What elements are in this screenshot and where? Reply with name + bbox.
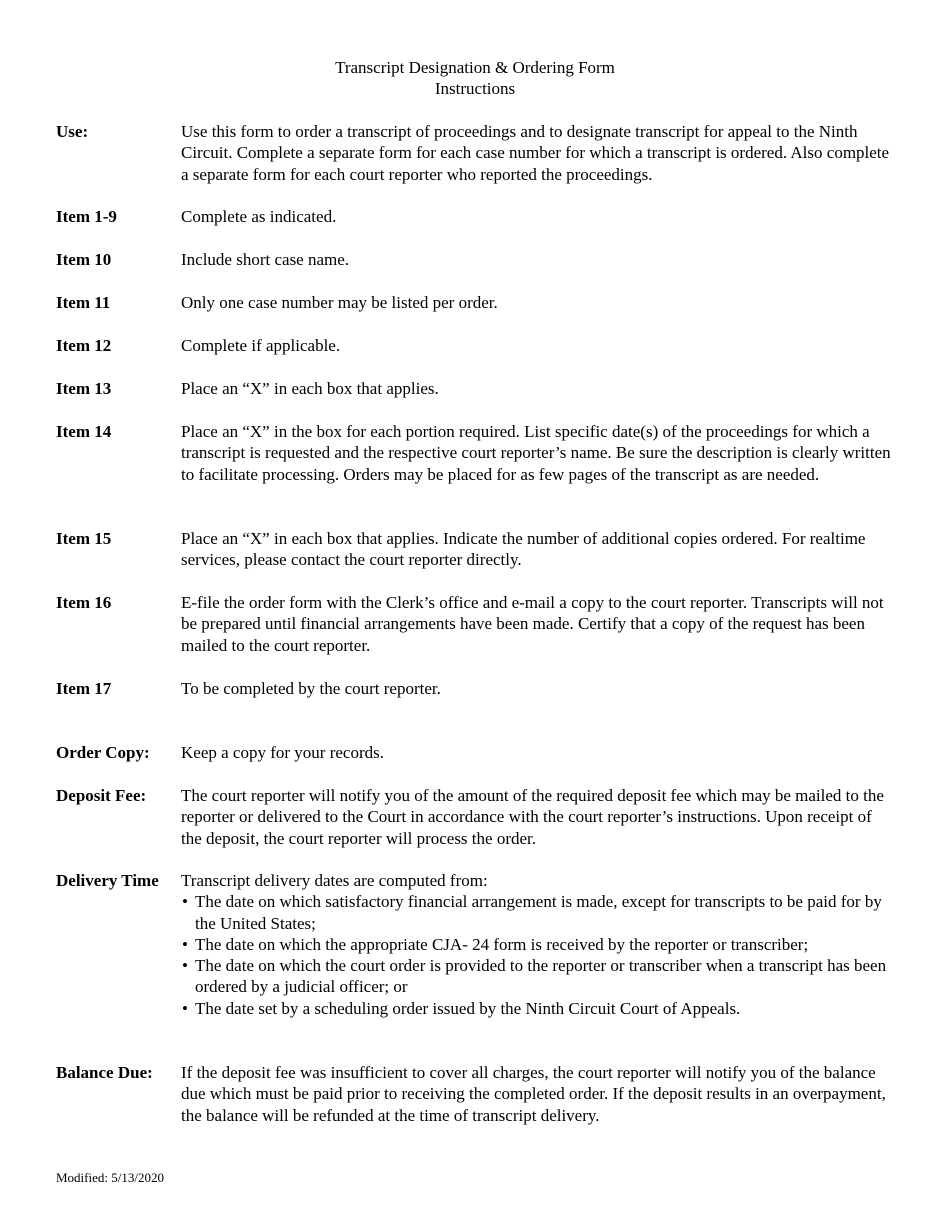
section-text: The court reporter will notify you of the amount of the required deposit fee which may be mailed to the reporter or delivered to the Court in accordance with the court reporter’s instructions. Upon receipt of the deposit, the court reporter will process the order. bbox=[181, 786, 884, 848]
modified-date: Modified: 5/13/2020 bbox=[56, 1170, 164, 1185]
list-item: • The date on which the court order is provided to the reporter or transcriber when a transcript has been ordered by a judicial officer; or bbox=[181, 955, 896, 998]
section-text: Place an “X” in the box for each portion required. List specific date(s) of the proceedings for which a transcript is requested and the respective court reporter’s name. Be sure the description is clearly written to facilitate processing. Orders may be placed for as few pages of the transcript as are needed. bbox=[181, 422, 891, 484]
section-label: Item 15 bbox=[56, 529, 112, 548]
section-label: Order Copy: bbox=[56, 743, 150, 762]
page-title bbox=[0, 57, 950, 99]
list-item: • The date on which the appropriate CJA- 24 form is received by the reporter or transcriber; bbox=[181, 934, 896, 955]
section-text: Complete if applicable. bbox=[181, 336, 341, 355]
section-label: Item 17 bbox=[56, 679, 112, 698]
section-label: Item 11 bbox=[56, 293, 111, 312]
section-text: Place an “X” in each box that applies. Indicate the number of additional copies ordered. For realtime services, please contact the court reporter directly. bbox=[181, 529, 866, 570]
list-item: • The date on which satisfactory financial arrangement is made, except for transcripts to be paid for by the United States; bbox=[181, 891, 896, 934]
form-title: Transcript Designation & Ordering Form bbox=[335, 58, 615, 77]
section-label: Item 16 bbox=[56, 593, 112, 612]
section-label: Item 12 bbox=[56, 336, 112, 355]
section-label: Use: bbox=[56, 122, 89, 141]
section-label: Item 13 bbox=[56, 379, 112, 398]
section-label: Deposit Fee: bbox=[56, 786, 147, 805]
list-item: • The date set by a scheduling order issued by the Ninth Circuit Court of Appeals. bbox=[181, 998, 896, 1019]
section-label: Item 1-9 bbox=[56, 207, 117, 226]
section-text: Only one case number may be listed per order. bbox=[181, 293, 498, 312]
section-label: Balance Due: bbox=[56, 1063, 153, 1082]
section-label: Item 14 bbox=[56, 422, 112, 441]
section-label: Item 10 bbox=[56, 250, 112, 269]
section-text: Use this form to order a transcript of proceedings and to designate transcript for appeal to the Ninth Circuit. Complete a separate form for each case number for which a transcript is ordered. Also complete a separate form for each court reporter who reported the proceedings. bbox=[181, 122, 890, 184]
form-subtitle: Instructions bbox=[434, 79, 516, 98]
section-text: If the deposit fee was insufficient to cover all charges, the court reporter will notify you of the balance due which must be paid prior to receiving the completed order. If the deposit results in an overpayment, the balance will be refunded at the time of transcript delivery. bbox=[181, 1063, 886, 1125]
section-text: Place an “X” in each box that applies. bbox=[181, 379, 439, 398]
section-text: E-file the order form with the Clerk’s office and e-mail a copy to the court reporter. Transcripts will not be prepared until financial arrangements have been made. Certify that a copy of the request has been mailed to the court reporter. bbox=[181, 593, 884, 655]
section-text bbox=[181, 870, 896, 1019]
section-label: Delivery Time bbox=[56, 871, 159, 890]
section-text: To be completed by the court reporter. bbox=[181, 679, 441, 698]
section-text: Complete as indicated. bbox=[181, 207, 337, 226]
delivery-bullet-list bbox=[181, 891, 896, 1019]
delivery-intro: Transcript delivery dates are computed from: bbox=[181, 871, 488, 890]
section-text: Include short case name. bbox=[181, 250, 350, 269]
section-text: Keep a copy for your records. bbox=[181, 743, 384, 762]
